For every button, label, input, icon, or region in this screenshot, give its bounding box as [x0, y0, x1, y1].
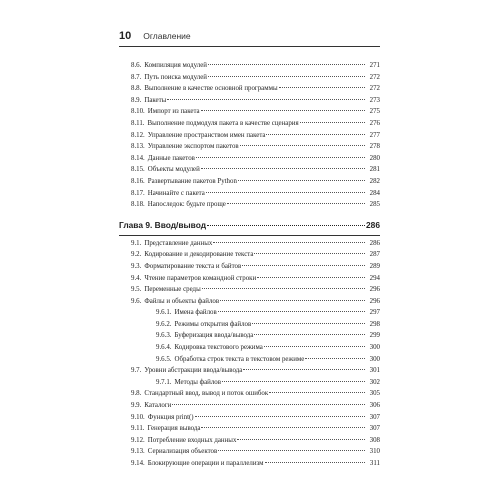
toc-entry-page: 272	[369, 85, 380, 93]
toc-entry-title: Обработка строк текста в текстовом режиме	[174, 355, 305, 363]
toc-entry[interactable]	[119, 249, 380, 261]
toc-entry-page: 299	[369, 332, 380, 340]
dot-leader	[266, 133, 365, 135]
chapter-title: Глава 9. Ввод/вывод	[119, 219, 207, 230]
toc-entry-number: 8.9.	[131, 96, 142, 104]
toc-entry[interactable]	[119, 330, 380, 342]
toc-entry-page: 302	[369, 378, 380, 386]
toc-entry-page: 273	[369, 96, 380, 104]
toc-entry-title: Методы файлов	[174, 378, 221, 386]
toc-entry-title: Стандартный ввод, вывод и поток ошибок	[144, 390, 269, 398]
toc-entry[interactable]	[119, 412, 380, 424]
toc-entry-number: 9.14.	[131, 460, 145, 467]
toc-entry-page: 272	[369, 73, 380, 81]
toc-entry-number: 8.10.	[131, 108, 145, 116]
toc-entry-title: Выполнение подмодуля пакета в качестве сценария	[147, 119, 299, 127]
dot-leader	[207, 224, 365, 226]
toc-entry-page: 296	[369, 286, 380, 294]
toc-entry-number: 9.6.	[131, 297, 142, 305]
dot-leader	[269, 391, 365, 393]
dot-leader	[237, 438, 365, 440]
toc-entry-title: Уровни абстракции ввода/вывода	[144, 367, 243, 375]
toc-entry-number: 8.17.	[131, 189, 145, 197]
toc-entry[interactable]	[119, 284, 380, 296]
toc-entry-number: 8.6.	[131, 62, 142, 69]
toc-entry-title: Сериализация объектов	[147, 448, 218, 456]
dot-leader	[195, 415, 365, 417]
dot-leader	[206, 191, 365, 193]
toc-entry-number: 9.3.	[131, 262, 142, 270]
toc-entry-title: Имена файлов	[174, 309, 217, 317]
dot-leader	[227, 202, 365, 204]
toc-entry[interactable]	[119, 296, 380, 308]
page-header	[119, 30, 379, 42]
toc-entry[interactable]	[119, 365, 380, 377]
toc-entry[interactable]	[119, 83, 380, 95]
toc-entry[interactable]	[119, 118, 380, 130]
toc-entry[interactable]	[119, 60, 380, 72]
toc-entry-title: Импорт из пакета	[147, 108, 200, 116]
dot-leader	[264, 345, 365, 347]
toc-entry[interactable]	[119, 273, 380, 285]
toc-entry[interactable]	[119, 261, 380, 273]
toc-entry-title: Генерация вывода	[147, 425, 201, 433]
toc-entry-page: 282	[369, 177, 380, 185]
toc-entry[interactable]	[119, 176, 380, 188]
toc-entry-number: 9.6.1.	[156, 309, 172, 317]
toc-entry-number: 9.7.1.	[156, 378, 172, 386]
toc-entry-page: 297	[369, 309, 380, 317]
toc-entry-page: 284	[369, 189, 380, 197]
toc-entry-title: Развертывание пакетов Python	[147, 177, 237, 185]
toc-entry-title: Напоследок: будьте проще	[147, 201, 226, 209]
dot-leader	[208, 63, 365, 65]
toc-entry-title: Чтение параметров командной строки	[144, 274, 257, 282]
toc-entry-number: 8.7.	[131, 73, 142, 81]
toc-entry[interactable]	[119, 72, 380, 84]
toc-entry[interactable]	[119, 164, 380, 176]
dot-leader	[201, 109, 365, 111]
toc-entry[interactable]	[119, 342, 380, 354]
toc-entry-number: 9.9.	[131, 402, 142, 410]
dot-leader	[167, 98, 365, 100]
toc-entry-title: Каталоги	[144, 402, 172, 410]
toc-entry-page: 298	[369, 320, 380, 328]
toc-entry-page: 300	[369, 344, 380, 352]
dot-leader	[213, 241, 365, 243]
toc-entry[interactable]	[119, 153, 380, 165]
chapter-page: 286	[366, 219, 380, 230]
dot-leader	[279, 86, 365, 88]
toc-entry-title: Управление пространством имен пакета	[147, 131, 266, 139]
toc-entry-title: Файлы и объекты файлов	[144, 297, 220, 305]
toc-entry-page: 305	[369, 390, 380, 398]
toc-entry-title: Управление экспортом пакетов	[147, 143, 239, 151]
toc-entry[interactable]	[119, 388, 380, 400]
dot-leader	[257, 276, 365, 278]
dot-leader	[222, 380, 365, 382]
toc-entry-page: 306	[369, 402, 380, 410]
dot-leader	[265, 461, 365, 463]
toc-entry-number: 9.2.	[131, 251, 142, 259]
toc-entry[interactable]	[119, 423, 380, 435]
toc-entry-title: Режимы открытия файлов	[174, 320, 252, 328]
dot-leader	[220, 299, 365, 301]
toc-entry-title: Потребление входных данных	[147, 436, 237, 444]
toc-entry[interactable]	[119, 319, 380, 331]
toc-entry-page: 307	[369, 425, 380, 433]
dot-leader	[254, 333, 365, 335]
toc-entry-number: 8.8.	[131, 85, 142, 93]
toc-entry-page: 307	[369, 413, 380, 421]
toc-entry-number: 9.12.	[131, 436, 145, 444]
toc-section-chapter-8	[119, 60, 380, 211]
toc-entry-page: 286	[369, 239, 380, 247]
toc-entry-page: 300	[369, 355, 380, 363]
toc-entry-number: 9.6.2.	[156, 320, 172, 328]
toc-entry-number: 9.11.	[131, 425, 145, 433]
toc-entry-number: 8.16.	[131, 177, 145, 185]
toc-entry-title: Кодирование и декодирование текста	[144, 251, 254, 259]
dot-leader	[254, 252, 365, 254]
toc-entry-number: 9.6.3.	[156, 332, 172, 340]
toc-entry-page: 285	[369, 201, 380, 209]
toc-entry[interactable]	[119, 307, 380, 319]
toc-entry-title: Объекты модулей	[147, 166, 200, 174]
toc-entry[interactable]	[119, 199, 380, 211]
dot-leader	[300, 121, 365, 123]
toc-entry-number: 9.5.	[131, 286, 142, 294]
header-rule	[119, 46, 380, 47]
toc-entry-page: 271	[369, 62, 380, 69]
toc-entry-number: 9.6.5.	[156, 355, 172, 363]
running-title: Оглавление	[143, 31, 191, 41]
toc-entry-title: Буферизация ввода/вывода	[174, 332, 254, 340]
dot-leader	[243, 368, 365, 370]
toc-entry-page: 276	[369, 119, 380, 127]
toc-entry-number: 9.8.	[131, 390, 142, 398]
toc-entry[interactable]	[119, 95, 380, 107]
dot-leader	[172, 403, 365, 405]
toc-entry-number: 9.6.4.	[156, 344, 172, 352]
toc-entry[interactable]	[119, 141, 380, 153]
toc-entry-number: 8.18.	[131, 201, 145, 209]
toc-entry-page: 278	[369, 143, 380, 151]
toc-entry-title: Путь поиска модулей	[144, 73, 207, 81]
toc-entry-number: 9.10.	[131, 413, 145, 421]
toc-entry-number: 8.14.	[131, 154, 145, 162]
dot-leader	[252, 322, 365, 324]
toc-entry-page: 275	[369, 108, 380, 116]
toc-entry-page: 289	[369, 262, 380, 270]
toc-entry-title: Функция print()	[147, 413, 194, 421]
toc-entry[interactable]	[119, 377, 380, 389]
toc-entry-title: Выполнение в качестве основной программы	[144, 85, 278, 93]
toc-entry[interactable]	[119, 130, 380, 142]
toc-entry-title: Данные пакетов	[147, 154, 195, 162]
toc-section-chapter-9	[119, 238, 380, 470]
toc-entry[interactable]	[119, 458, 380, 470]
toc-entry-page: 277	[369, 131, 380, 139]
toc-entry-page: 287	[369, 251, 380, 259]
toc-entry-title: Кодировка текстового режима	[174, 344, 263, 352]
chapter-heading[interactable]	[119, 215, 380, 236]
dot-leader	[202, 287, 365, 289]
dot-leader	[238, 179, 365, 181]
toc-entry-page: 281	[369, 166, 380, 174]
toc-entry[interactable]	[119, 238, 380, 250]
toc-entry-page: 311	[369, 460, 380, 467]
dot-leader	[305, 357, 365, 359]
toc-entry-title: Начинайте с пакета	[147, 189, 205, 197]
toc-entry-number: 8.11.	[131, 119, 145, 127]
dot-leader	[242, 264, 365, 266]
toc-entry-number: 9.4.	[131, 274, 142, 282]
toc-entry[interactable]	[119, 188, 380, 200]
toc-entry-page: 296	[369, 297, 380, 305]
toc-entry-title: Переменные среды	[144, 286, 201, 294]
dot-leader	[240, 144, 365, 146]
dot-leader	[196, 156, 365, 158]
toc-entry-page: 310	[369, 448, 380, 456]
toc-entry-title: Представление данных	[144, 239, 213, 247]
table-of-contents	[119, 60, 380, 470]
toc-entry[interactable]	[119, 354, 380, 366]
toc-entry-page: 280	[369, 154, 380, 162]
dot-leader	[201, 167, 365, 169]
page-number: 10	[119, 30, 132, 42]
toc-entry[interactable]	[119, 435, 380, 447]
toc-entry-number: 9.1.	[131, 239, 142, 247]
toc-entry-number: 8.13.	[131, 143, 145, 151]
toc-entry[interactable]	[119, 400, 380, 412]
toc-entry-number: 9.7.	[131, 367, 142, 375]
toc-entry-number: 9.13.	[131, 448, 145, 456]
dot-leader	[201, 426, 365, 428]
dot-leader	[218, 310, 365, 312]
toc-entry-title: Компиляция модулей	[144, 62, 207, 69]
toc-entry-number: 8.15.	[131, 166, 145, 174]
toc-entry-page: 308	[369, 436, 380, 444]
toc-entry[interactable]	[119, 106, 380, 118]
toc-entry-page: 301	[369, 367, 380, 375]
dot-leader	[208, 75, 365, 77]
toc-entry-title: Пакеты	[144, 96, 167, 104]
toc-entry-number: 8.12.	[131, 131, 145, 139]
toc-entry-title: Форматирование текста и байтов	[144, 262, 242, 270]
toc-entry[interactable]	[119, 446, 380, 458]
toc-entry-page: 294	[369, 274, 380, 282]
dot-leader	[218, 449, 365, 451]
toc-entry-title: Блокирующие операции и параллелизм	[147, 460, 264, 467]
